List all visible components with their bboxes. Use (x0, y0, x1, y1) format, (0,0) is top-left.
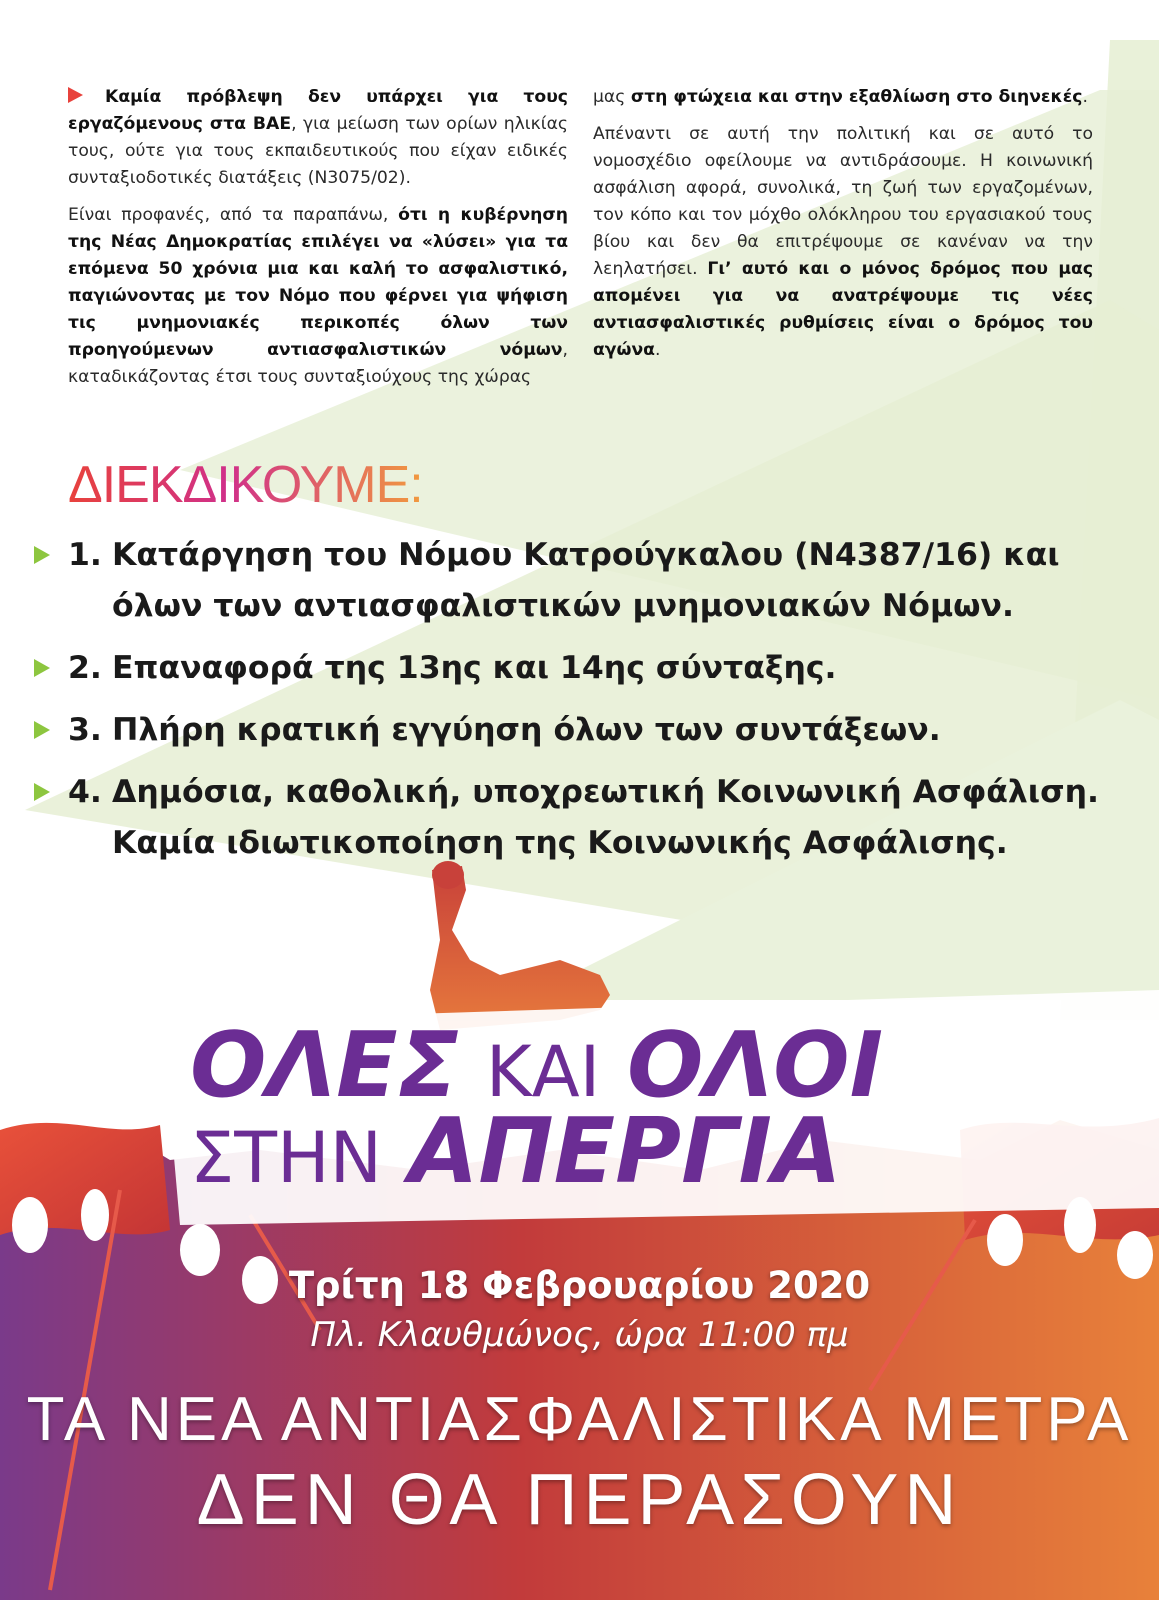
banner-word-oles: ΟΛΕΣ (190, 1013, 460, 1118)
left-p1-rest: , για μείωση των ορίων ηλικίας τους, ούτε για τους εκπαιδευτικούς που είχαν ειδικές συνταξιοδοτικές διατάξεις (Ν3075/02). (68, 114, 568, 188)
banner-headline-line-2 (190, 1099, 842, 1206)
left-p1-bold: Καμία πρόβλεψη δεν υπάρχει για τους εργαζόμενους στα ΒΑΕ (68, 87, 568, 134)
arrow-bullet-icon (68, 87, 83, 103)
banner-word-kai: ΚΑΙ (485, 1031, 601, 1113)
left-paragraph-1 (68, 84, 568, 192)
demand-number: 1. (68, 537, 102, 573)
demands-list (34, 530, 1134, 880)
slogan-line-2: ΔΕΝ ΘΑ ΠΕΡΑΣΟΥΝ (196, 1460, 963, 1540)
demand-number: 2. (68, 650, 102, 686)
green-arrow-icon (34, 783, 50, 801)
demand-item (34, 705, 1134, 756)
right-p2-bold: Γι’ αυτό και ο μόνος δρόμος που μας απομένει για να ανατρέψουμε τις νέες αντιασφαλιστικές ρυθμίσεις είναι ο δρόμος του αγώνα (593, 259, 1094, 360)
right-p1-end: . (1082, 87, 1088, 107)
green-arrow-icon (34, 659, 50, 677)
demand-text: Πλήρη κρατική εγγύηση όλων των συντάξεων. (112, 712, 941, 748)
left-p2-bold: ότι η κυβέρνηση της Νέας Δημοκρατίας επιλέγει να «λύσει» για τα επόμενα 50 χρόνια μια και καλή το ασφαλιστικό, παγιώνοντας με τον Νόμο που φέρνει για ψήφιση τις μνημονιακές περικοπές όλων των προηγούμενων αντιασφαλιστικών νόμων (68, 205, 569, 360)
right-paragraph-1 (593, 84, 1093, 111)
demand-item (34, 643, 1134, 694)
left-p2-start: Είναι προφανές, από τα παραπάνω, (68, 205, 399, 225)
left-column (68, 84, 568, 401)
right-p1-start: μας (593, 87, 631, 107)
demands-title: ΔΙΕΚΔΙΚΟΥΜΕ: (68, 456, 423, 514)
banner-word-apergia: ΑΠΕΡΓΙΑ (408, 1099, 842, 1204)
green-arrow-icon (34, 721, 50, 739)
demand-number: 4. (68, 774, 102, 810)
demand-item (34, 767, 1134, 869)
right-p2-text: Απέναντι σε αυτή την πολιτική και σε αυτό το νομοσχέδιο οφείλουμε να αντιδράσουμε. Η κοινωνική ασφάλιση αφορά, συνολικά, τη ζωή των εργαζομένων, τον κόπο και τον μόχθο ολόκληρου του εργασιακού τους βίου και δεν θα επιτρέψουμε σε κανέναν να την λεηλατήσει. (593, 124, 1093, 279)
left-p2-rest: , καταδικάζοντας έτσι τους συνταξιούχους της χώρας (68, 340, 568, 387)
demand-text: Δημόσια, καθολική, υποχρεωτική Κοινωνική Ασφάλιση. Καμία ιδιωτικοποίηση της Κοινωνικής Ασφάλισης. (112, 774, 1099, 861)
right-paragraph-2 (593, 121, 1093, 364)
demand-text: Επαναφορά της 13ης και 14ης σύνταξης. (112, 650, 837, 686)
demand-text: Κατάργηση του Νόμου Κατρούγκαλου (Ν4387/16) και όλων των αντιασφαλιστικών μνημονιακών Νόμων. (112, 537, 1060, 624)
right-p1-bold: στη φτώχεια και στην εξαθλίωση στο διηνεκές (630, 87, 1083, 107)
green-arrow-icon (34, 546, 50, 564)
intro-text-columns (68, 84, 1093, 401)
demand-number: 3. (68, 712, 102, 748)
event-place: Πλ. Κλαυθμώνος, ώρα 11:00 πμ (310, 1315, 849, 1355)
right-column (593, 84, 1093, 401)
demand-item (34, 530, 1134, 632)
right-p2-end: . (654, 340, 661, 360)
slogan-line-1: ΤΑ ΝΕΑ ΑΝΤΙΑΣΦΑΛΙΣΤΙΚΑ ΜΕΤΡΑ (26, 1385, 1133, 1454)
event-date: Τρίτη 18 Φεβρουαρίου 2020 (288, 1264, 871, 1307)
left-paragraph-2 (68, 202, 568, 391)
banner-word-oloi: ΟΛΟΙ (626, 1013, 884, 1118)
banner-word-stin: ΣΤΗΝ (190, 1117, 382, 1199)
